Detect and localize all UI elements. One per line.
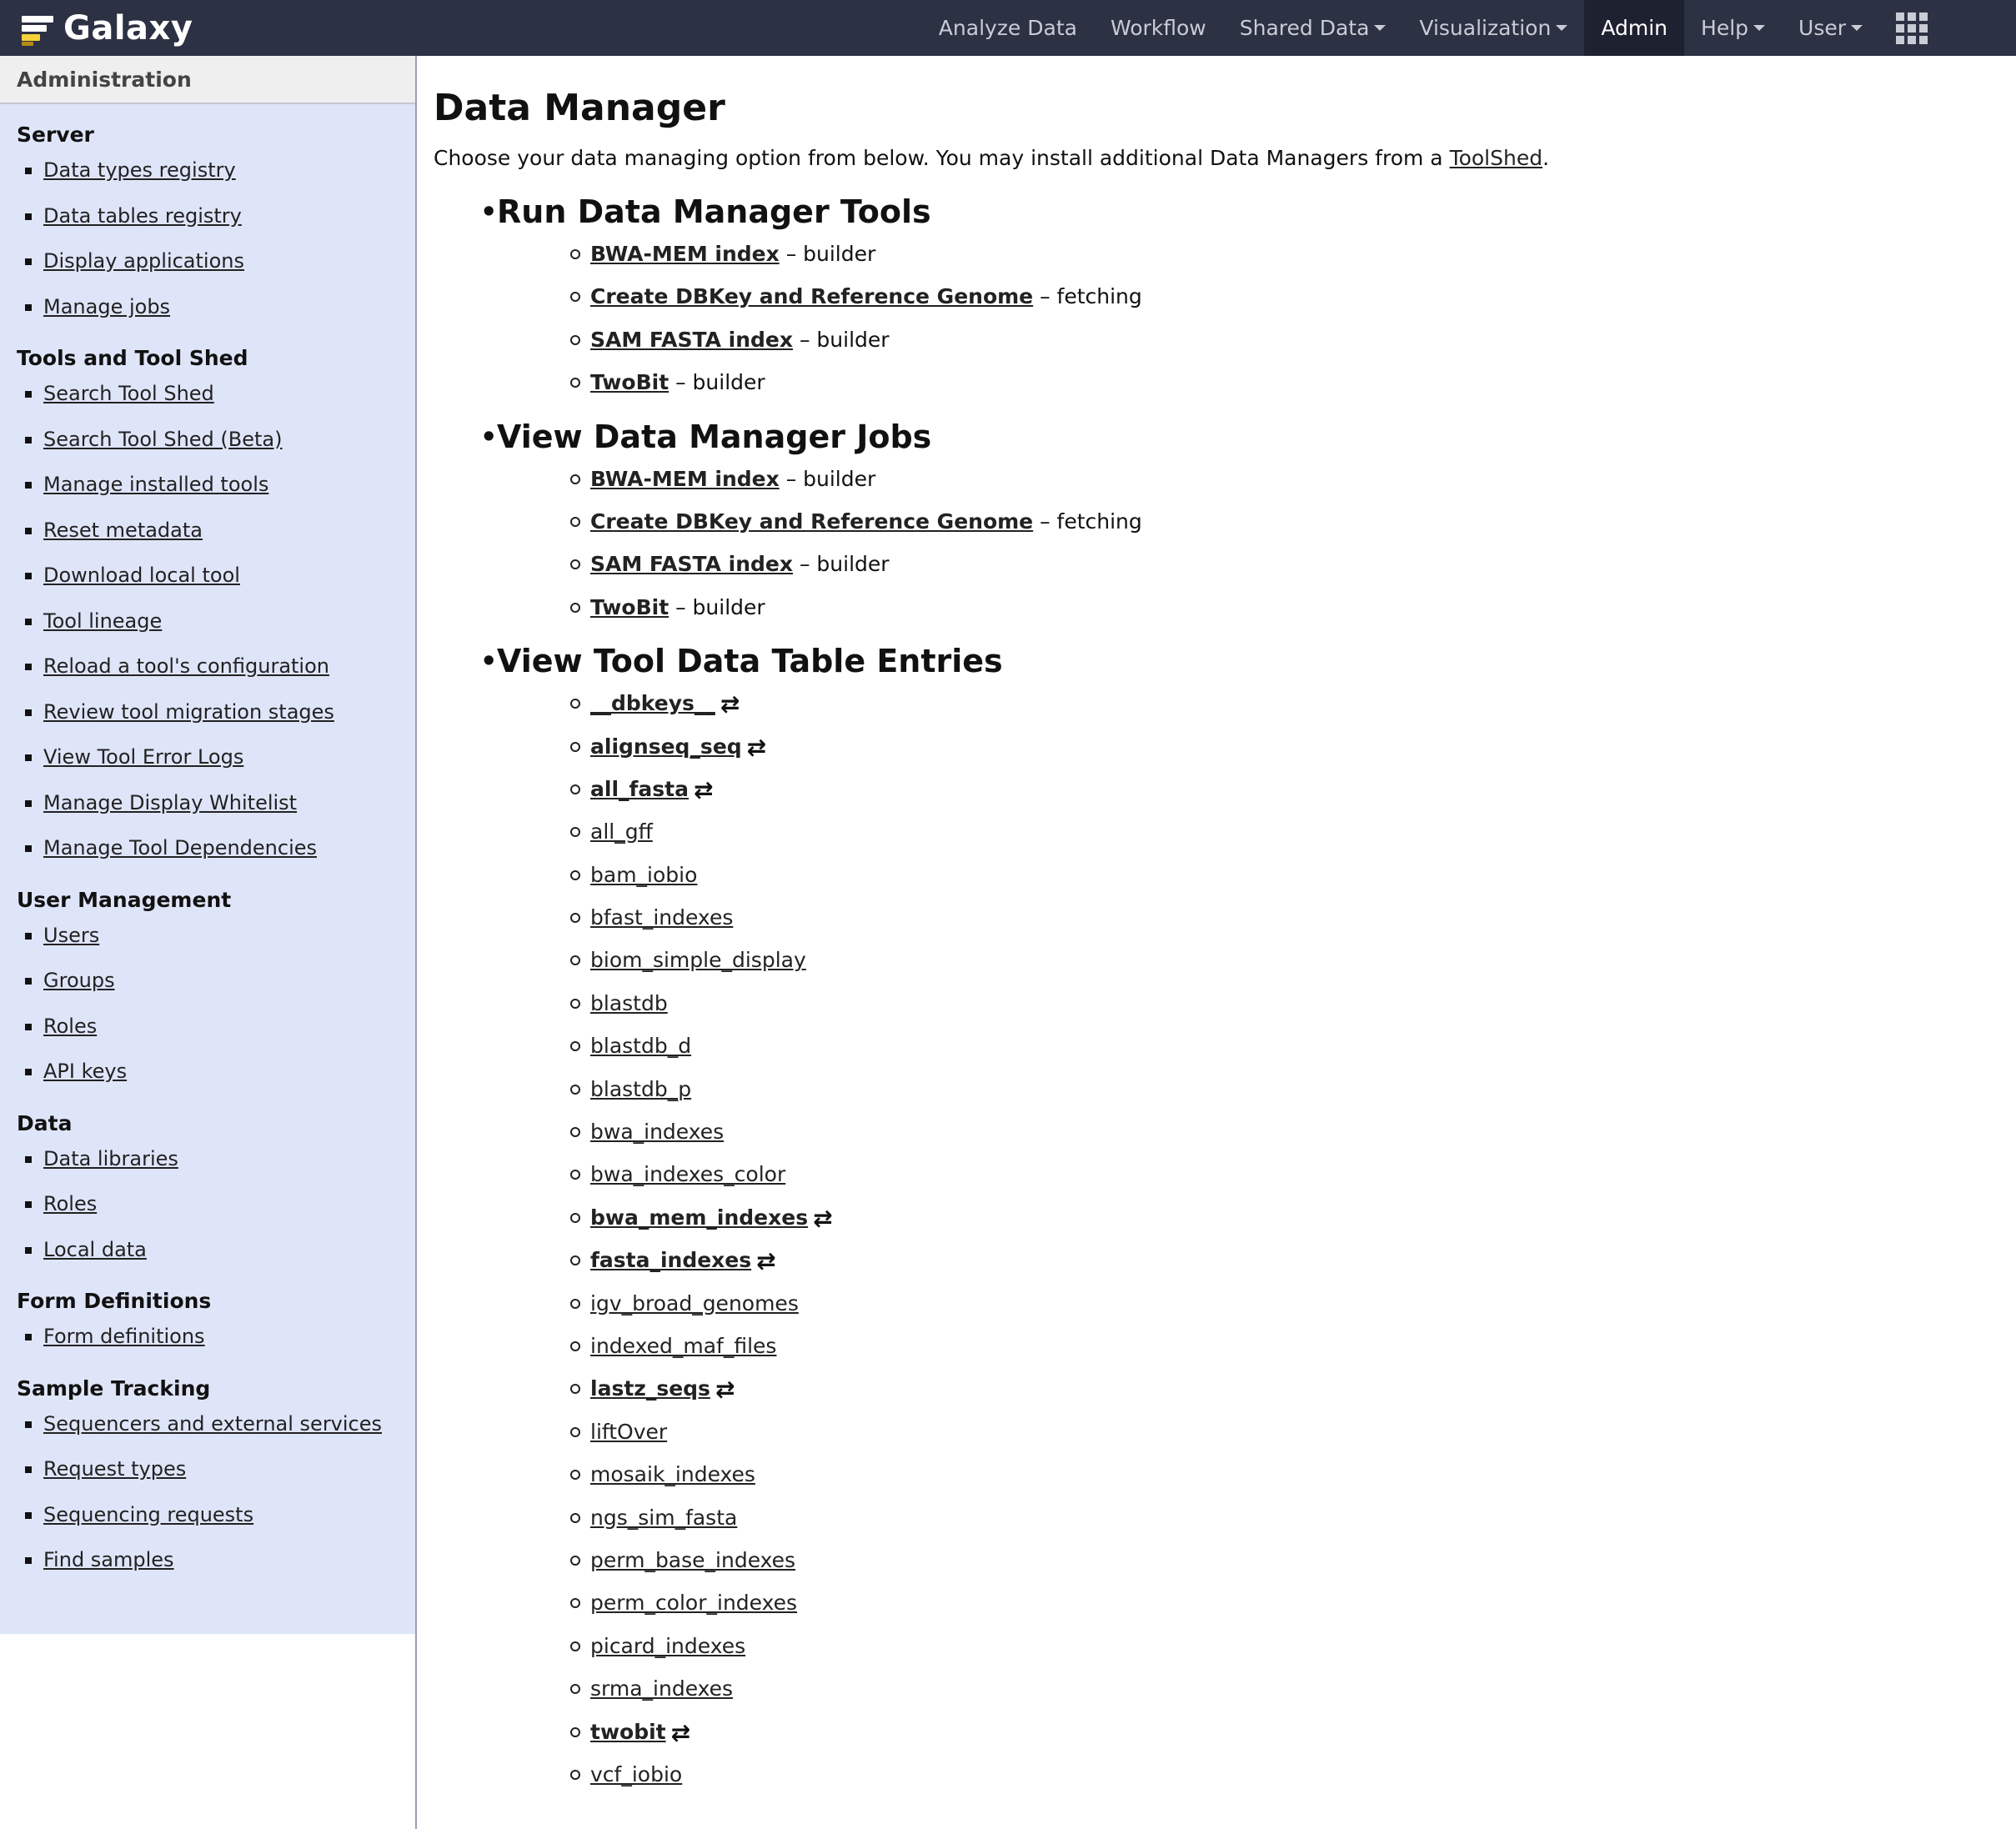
sidebar-item (0, 780, 415, 826)
sidebar-link-roles[interactable]: Roles (43, 1014, 98, 1038)
sidebar-item (0, 1492, 415, 1538)
section-run-data-manager-tools (480, 191, 2001, 404)
brand[interactable] (18, 5, 193, 52)
nav-workflow[interactable] (1094, 0, 1223, 56)
sidebar-link-manage-tool-dependencies[interactable]: Manage Tool Dependencies (43, 836, 318, 859)
nav-label: User (1798, 16, 1846, 40)
sidebar-item (0, 1537, 415, 1583)
sidebar-link-api-keys[interactable]: API keys (43, 1060, 128, 1083)
entry-type: – fetching (1033, 509, 1142, 534)
sidebar-item (0, 284, 415, 330)
list-item (570, 1153, 2001, 1195)
reload-arrows-icon[interactable]: ⇄ (746, 733, 767, 761)
sidebar-section-server: Server (17, 123, 94, 147)
entry-type: – builder (793, 327, 890, 352)
sidebar-link-search-tool-shed-beta[interactable]: Search Tool Shed (Beta) (43, 427, 283, 451)
nav-visualization[interactable] (1402, 0, 1584, 56)
sidebar-link-tool-lineage[interactable]: Tool lineage (43, 609, 163, 633)
sidebar-item (0, 958, 415, 1004)
nav-help[interactable] (1684, 0, 1782, 56)
list-item (570, 939, 2001, 981)
list-item (570, 1239, 2001, 1281)
section-view-tool-data-table-entries (480, 640, 2001, 1796)
sidebar-item (0, 148, 415, 193)
nav-admin[interactable] (1584, 0, 1684, 56)
top-nav (922, 0, 2016, 56)
sidebar-item (0, 689, 415, 735)
entry-link-liftover[interactable]: liftOver (590, 1419, 668, 1444)
sidebar-link-data-libraries[interactable]: Data libraries (43, 1146, 178, 1170)
entry-list (480, 233, 2001, 404)
list-item (570, 586, 2001, 629)
nav-shared-data[interactable] (1223, 0, 1403, 56)
list-item (570, 458, 2001, 500)
sidebar-link-reset-metadata[interactable]: Reset metadata (43, 518, 203, 542)
list-item (570, 275, 2001, 318)
sidebar-link-form-definitions[interactable]: Form definitions (43, 1325, 205, 1348)
sidebar-item (0, 508, 415, 554)
list-item (570, 768, 2001, 810)
sidebar-empty-area (0, 1634, 417, 1829)
sidebar-item (0, 1314, 415, 1360)
entry-link-alignseq-seq[interactable]: alignseq_seq (590, 734, 742, 759)
sidebar-header: Administration (0, 56, 415, 104)
entry-link-blastdb[interactable]: blastdb (590, 990, 668, 1015)
list-item (570, 318, 2001, 361)
list-item (570, 896, 2001, 939)
intro-text (434, 144, 2001, 173)
sidebar-item (0, 417, 415, 463)
entry-link-indexed-maf-files[interactable]: indexed_maf_files (590, 1333, 777, 1358)
sidebar-link-download-local-tool[interactable]: Download local tool (43, 564, 240, 587)
sidebar-item (0, 1136, 415, 1182)
entry-link-dbkeys[interactable]: __dbkeys__ (590, 691, 715, 716)
entry-type: – builder (669, 370, 765, 395)
sidebar-list (0, 1401, 415, 1583)
sidebar-section-form-definitions: Form Definitions (17, 1289, 212, 1313)
sidebar-link-manage-jobs[interactable]: Manage jobs (43, 294, 171, 318)
entry-link-create-dbkey-and-reference-genome[interactable]: Create DBKey and Reference Genome (590, 509, 1034, 534)
section-title: • Run Data Manager Tools (480, 191, 2001, 233)
admin-sidebar (0, 56, 417, 1634)
sidebar-item (0, 1401, 415, 1447)
list-item (570, 1625, 2001, 1667)
sidebar-link-data-types-registry[interactable]: Data types registry (43, 158, 236, 182)
data-manager-sections (434, 191, 2001, 1796)
entry-link-all-gff[interactable]: all_gff (590, 819, 653, 844)
list-item (570, 1282, 2001, 1325)
sidebar-item (0, 371, 415, 417)
entry-link-blastdb-d[interactable]: blastdb_d (590, 1034, 692, 1059)
list-item (570, 854, 2001, 896)
sidebar-item (0, 1181, 415, 1227)
list-item (570, 1711, 2001, 1753)
entry-link-twobit[interactable]: twobit (590, 1719, 666, 1744)
entry-list (480, 682, 2001, 1796)
sidebar-item (0, 825, 415, 871)
sidebar-link-data-tables-registry[interactable]: Data tables registry (43, 203, 242, 228)
entry-link-bwa-mem-index[interactable]: BWA-MEM index (590, 242, 780, 266)
section-title: • View Data Manager Jobs (480, 416, 2001, 458)
entry-link-bwa-indexes-color[interactable]: bwa_indexes_color (590, 1162, 786, 1187)
list-item (570, 1411, 2001, 1453)
apps-menu-button[interactable] (1879, 0, 2016, 56)
sidebar-section-data: Data (17, 1110, 73, 1135)
entry-link-bwa-mem-indexes[interactable]: bwa_mem_indexes (590, 1205, 809, 1230)
list-item (570, 1068, 2001, 1110)
sidebar-item (0, 913, 415, 959)
sidebar-section-tools-and-tool-shed: Tools and Tool Shed (17, 346, 248, 370)
intro-text-end: . (1542, 146, 1550, 170)
brand-name: Galaxy (63, 9, 193, 48)
nav-analyze-data[interactable] (922, 0, 1094, 56)
sidebar-link-sequencers-and-external-services[interactable]: Sequencers and external services (43, 1411, 383, 1436)
sidebar-section-user-management: User Management (17, 887, 232, 912)
reload-arrows-icon[interactable]: ⇄ (756, 1247, 776, 1275)
page-title: Data Manager (434, 87, 725, 129)
sidebar-link-roles[interactable]: Roles (43, 1192, 98, 1215)
sidebar-item (0, 599, 415, 644)
intro-text-body: Choose your data managing option from below. You may install additional Data Managers from a (434, 146, 1450, 170)
entry-link-lastz-seqs[interactable]: lastz_seqs (590, 1376, 710, 1401)
sidebar-link-request-types[interactable]: Request types (43, 1457, 187, 1481)
entry-link-perm-base-indexes[interactable]: perm_base_indexes (590, 1547, 796, 1572)
nav-label: Visualization (1419, 16, 1552, 40)
sidebar-item (0, 644, 415, 689)
sidebar-link-groups[interactable]: Groups (43, 969, 115, 992)
entry-link-all-fasta[interactable]: all_fasta (590, 776, 689, 801)
grid-icon (1896, 13, 1928, 44)
list-item (570, 361, 2001, 403)
section-view-data-manager-jobs (480, 416, 2001, 629)
list-item (570, 810, 2001, 853)
entry-type: – builder (779, 466, 876, 491)
caret-down-icon (1851, 25, 1863, 31)
nav-label: Workflow (1110, 16, 1206, 40)
nav-label: Admin (1601, 16, 1668, 40)
list-item (570, 1367, 2001, 1410)
list-item (570, 982, 2001, 1025)
sidebar-item (0, 238, 415, 284)
entry-link-vcf-iobio[interactable]: vcf_iobio (590, 1761, 683, 1786)
entry-link-sam-fasta-index[interactable]: SAM FASTA index (590, 552, 794, 577)
entry-link-bwa-indexes[interactable]: bwa_indexes (590, 1120, 725, 1145)
list-item (570, 233, 2001, 275)
sidebar-item (0, 462, 415, 508)
caret-down-icon (1374, 25, 1386, 31)
sidebar-link-display-applications[interactable]: Display applications (43, 249, 244, 273)
list-item (570, 1753, 2001, 1796)
main-content (434, 56, 2001, 1796)
entry-type: – builder (669, 594, 765, 619)
sidebar-item (0, 1049, 415, 1095)
list-item (570, 1196, 2001, 1239)
entry-type: – builder (779, 242, 876, 266)
sidebar-list (0, 913, 415, 1095)
list-item (570, 1539, 2001, 1581)
entry-link-fasta-indexes[interactable]: fasta_indexes (590, 1248, 752, 1273)
list-item (570, 1025, 2001, 1067)
entry-link-bfast-indexes[interactable]: bfast_indexes (590, 905, 734, 930)
sidebar-item (0, 1004, 415, 1050)
sidebar-list (0, 148, 415, 329)
entry-link-bwa-mem-index[interactable]: BWA-MEM index (590, 466, 780, 491)
list-item (570, 500, 2001, 543)
entry-link-perm-color-indexes[interactable]: perm_color_indexes (590, 1591, 798, 1616)
sidebar-item (0, 734, 415, 780)
list-item (570, 1496, 2001, 1539)
nav-label: Help (1701, 16, 1749, 40)
list-item (570, 682, 2001, 724)
sidebar-link-local-data[interactable]: Local data (43, 1237, 147, 1261)
entry-type: – builder (793, 552, 890, 577)
entry-link-srma-indexes[interactable]: srma_indexes (590, 1676, 734, 1701)
sidebar-list (0, 1136, 415, 1273)
entry-link-mosaik-indexes[interactable]: mosaik_indexes (590, 1462, 755, 1487)
caret-down-icon (1556, 25, 1567, 31)
entry-link-twobit[interactable]: TwoBit (590, 370, 669, 395)
reload-arrows-icon[interactable]: ⇄ (670, 1718, 691, 1746)
entry-link-create-dbkey-and-reference-genome[interactable]: Create DBKey and Reference Genome (590, 284, 1034, 309)
reload-arrows-icon[interactable]: ⇄ (693, 775, 714, 804)
entry-type: – fetching (1033, 284, 1142, 309)
entry-link-sam-fasta-index[interactable]: SAM FASTA index (590, 327, 794, 352)
sidebar-link-search-tool-shed[interactable]: Search Tool Shed (43, 382, 214, 405)
sidebar-link-manage-installed-tools[interactable]: Manage installed tools (43, 473, 269, 496)
nav-label: Shared Data (1239, 16, 1370, 40)
list-item (570, 1325, 2001, 1367)
entry-link-twobit[interactable]: TwoBit (590, 594, 669, 619)
sidebar-link-find-samples[interactable]: Find samples (43, 1548, 174, 1571)
sidebar-link-users[interactable]: Users (43, 923, 100, 947)
list-item (570, 1110, 2001, 1153)
entry-link-blastdb-p[interactable]: blastdb_p (590, 1076, 692, 1101)
reload-arrows-icon[interactable]: ⇄ (715, 1376, 735, 1404)
nav-user[interactable] (1782, 0, 1879, 56)
list-item (570, 1581, 2001, 1624)
sidebar-link-manage-display-whitelist[interactable]: Manage Display Whitelist (43, 790, 298, 814)
entry-link-picard-indexes[interactable]: picard_indexes (590, 1633, 746, 1658)
toolshed-link[interactable]: ToolShed (1449, 146, 1543, 170)
sidebar-item (0, 1227, 415, 1273)
sidebar-link-review-tool-migration-stages[interactable]: Review tool migration stages (43, 699, 334, 724)
entry-link-igv-broad-genomes[interactable]: igv_broad_genomes (590, 1290, 799, 1315)
sidebar-section-sample-tracking: Sample Tracking (17, 1376, 211, 1401)
sidebar-list (0, 371, 415, 871)
caret-down-icon (1753, 25, 1765, 31)
masthead (0, 0, 2016, 56)
list-item (570, 543, 2001, 585)
sidebar-link-view-tool-error-logs[interactable]: View Tool Error Logs (43, 745, 244, 769)
reload-arrows-icon[interactable]: ⇄ (813, 1204, 833, 1232)
sidebar-list (0, 1314, 415, 1360)
sidebar-item (0, 553, 415, 599)
list-item (570, 1453, 2001, 1496)
section-title: • View Tool Data Table Entries (480, 640, 2001, 682)
entry-link-ngs-sim-fasta[interactable]: ngs_sim_fasta (590, 1505, 738, 1530)
sidebar-link-reload-a-tool-s-configuration[interactable]: Reload a tool's configuration (43, 654, 329, 678)
sidebar-item (0, 1446, 415, 1492)
entry-link-bam-iobio[interactable]: bam_iobio (590, 862, 698, 887)
sidebar-sections (0, 123, 415, 1583)
sidebar-link-sequencing-requests[interactable]: Sequencing requests (43, 1502, 254, 1526)
sidebar-item (0, 193, 415, 239)
entry-link-biom-simple-display[interactable]: biom_simple_display (590, 948, 806, 973)
list-item (570, 725, 2001, 768)
galaxy-logo-icon (18, 10, 57, 47)
nav-label: Analyze Data (938, 16, 1077, 40)
list-item (570, 1667, 2001, 1710)
reload-arrows-icon[interactable]: ⇄ (720, 690, 740, 719)
entry-list (480, 458, 2001, 629)
